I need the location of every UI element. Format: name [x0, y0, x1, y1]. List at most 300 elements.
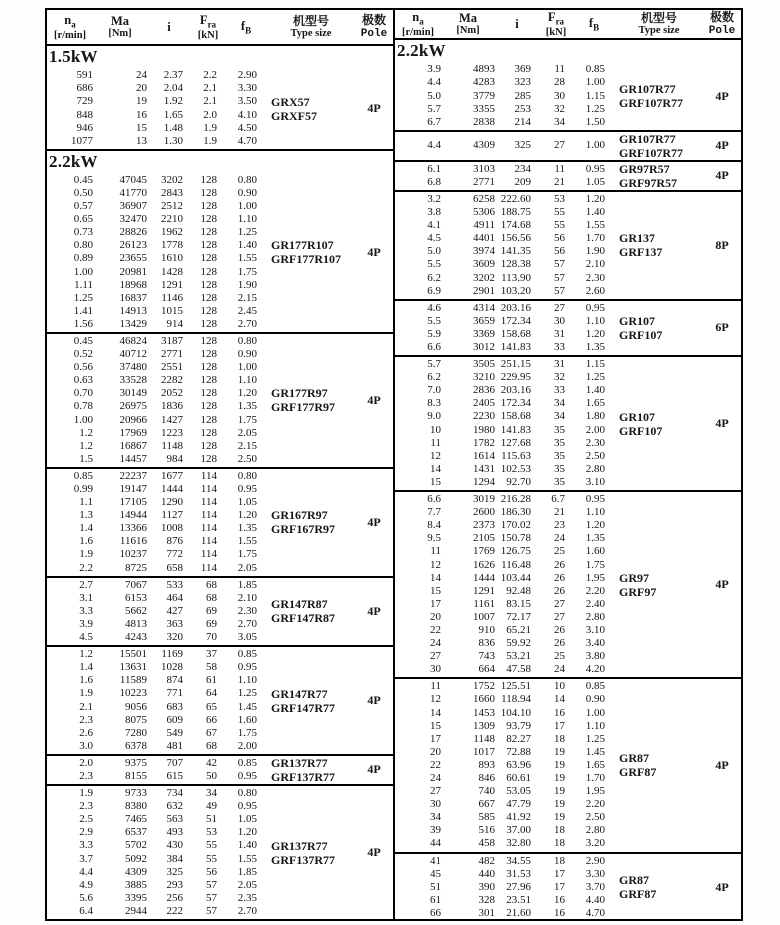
cell-i: 21.60 [506, 906, 531, 919]
cell-na: 1.2 [79, 426, 93, 439]
cell-i: 83.15 [506, 597, 531, 610]
data-row [47, 200, 267, 213]
cell-fra: 128 [200, 334, 217, 347]
cell-fb: 1.95 [585, 785, 605, 798]
cell-na: 4.4 [427, 139, 441, 152]
cell-i: 876 [166, 535, 183, 548]
cell-ma: 667 [478, 798, 495, 811]
block-rows [395, 357, 615, 490]
data-row [395, 371, 615, 384]
cell-fra: 24 [554, 532, 565, 545]
cell-ma: 47045 [119, 173, 147, 186]
cell-na: 17 [430, 597, 441, 610]
cell-ma: 3395 [125, 891, 147, 904]
cell-i: 325 [514, 139, 531, 152]
cell-fra: 56 [554, 232, 565, 245]
cell-fra: 53 [206, 826, 217, 839]
cell-i: 188.75 [500, 206, 531, 219]
cell-ma: 3103 [473, 162, 495, 175]
cell-i: 141.83 [500, 423, 531, 436]
cell-fb: 0.90 [237, 186, 257, 199]
cell-ma: 16867 [119, 439, 147, 452]
cell-i: 1428 [161, 265, 183, 278]
data-block [395, 62, 741, 129]
cell-fra: 2.1 [203, 82, 217, 95]
pole-label: 4P [715, 88, 729, 103]
cell-na: 0.63 [73, 374, 93, 387]
cell-na: 0.70 [73, 387, 93, 400]
cell-ma: 2944 [125, 904, 147, 917]
cell-fb: 2.50 [585, 811, 605, 824]
cell-i: 47.79 [506, 798, 531, 811]
data-row [47, 579, 267, 592]
cell-na: 44 [430, 837, 441, 850]
cell-i: 2512 [161, 200, 183, 213]
cell-i: 2843 [161, 186, 183, 199]
section-1.5kW [47, 46, 393, 149]
cell-ma: 3609 [473, 258, 495, 271]
cell-ma: 1431 [473, 462, 495, 475]
cell-na: 20 [430, 745, 441, 758]
cell-fra: 32 [554, 371, 565, 384]
cell-ma: 18968 [119, 278, 147, 291]
data-row [47, 787, 267, 800]
data-block [47, 467, 393, 576]
cell-fb: 1.10 [585, 506, 605, 519]
type-size-line: GR107 [619, 313, 655, 328]
cell-i: 293 [166, 878, 183, 891]
cell-i: 1028 [161, 661, 183, 674]
cell-fb: 1.10 [237, 374, 257, 387]
cell-ma: 17969 [119, 426, 147, 439]
cell-fra: 128 [200, 400, 217, 413]
cell-ma: 2230 [473, 410, 495, 423]
data-row [395, 219, 615, 232]
cell-fb: 1.15 [585, 358, 605, 371]
data-block [395, 490, 741, 677]
cell-i: 734 [166, 787, 183, 800]
header-unit: [r/min] [401, 26, 435, 38]
cell-fb: 1.85 [237, 578, 257, 591]
data-row [47, 109, 267, 122]
cell-fra: 49 [206, 800, 217, 813]
cell-i: 384 [166, 852, 183, 865]
data-block [47, 784, 393, 919]
cell-i: 23.51 [506, 893, 531, 906]
cell-i: 92.70 [506, 475, 531, 488]
cell-ma: 5662 [125, 604, 147, 617]
cell-i: 615 [166, 769, 183, 782]
cell-fra: 55 [206, 852, 217, 865]
cell-na: 34 [430, 811, 441, 824]
data-row [395, 315, 615, 328]
cell-fra: 35 [554, 423, 565, 436]
cell-na: 7.0 [427, 384, 441, 397]
header-main: $n_a$ [412, 10, 424, 27]
cell-fb: 1.70 [585, 772, 605, 785]
type-size-line: GR87 [619, 873, 649, 888]
data-row [47, 648, 267, 661]
cell-fb: 0.90 [585, 693, 605, 706]
cell-i: 1.65 [163, 108, 183, 121]
cell-fb: 1.35 [585, 341, 605, 354]
cell-fb: 2.80 [585, 610, 605, 623]
cell-ma: 32470 [119, 213, 147, 226]
pole-label: 4P [715, 416, 729, 431]
cell-na: 0.45 [73, 173, 93, 186]
cell-fra: 33 [554, 341, 565, 354]
type-size-line: GRF137R77 [271, 852, 335, 867]
cell-na: 1.9 [79, 787, 93, 800]
cell-fra: 128 [200, 173, 217, 186]
block-rows [395, 301, 615, 355]
cell-fb: 0.95 [237, 800, 257, 813]
data-row [47, 470, 267, 483]
cell-fb: 2.00 [237, 739, 257, 752]
cell-ma: 1444 [473, 571, 495, 584]
cell-na: 6.4 [79, 904, 93, 917]
cell-ma: 1660 [473, 693, 495, 706]
cell-i: 251.15 [500, 358, 531, 371]
cell-na: 4.5 [427, 232, 441, 245]
cell-fra: 128 [200, 291, 217, 304]
cell-ma: 3779 [473, 89, 495, 102]
cell-ma: 2771 [473, 175, 495, 188]
data-row [47, 453, 267, 466]
data-row [395, 545, 615, 558]
cell-fra: 128 [200, 413, 217, 426]
cell-i: 234 [514, 162, 531, 175]
cell-na: 1.1 [79, 496, 93, 509]
cell-fb: 3.20 [585, 837, 605, 850]
cell-ma: 4309 [125, 865, 147, 878]
data-row [47, 714, 267, 727]
data-row [47, 535, 267, 548]
block-rows [395, 854, 615, 919]
cell-i: 707 [166, 756, 183, 769]
type-size-line: GRF147R77 [271, 700, 335, 715]
cell-na: 0.99 [73, 483, 93, 495]
cell-ma: 14457 [119, 452, 147, 465]
data-block [395, 852, 741, 919]
cell-fb: 1.95 [585, 571, 605, 584]
cell-na: 1077 [71, 134, 93, 147]
data-row [47, 687, 267, 700]
cell-fra: 34 [554, 397, 565, 410]
data-row [47, 82, 267, 95]
type-size-line: GR137 [619, 231, 655, 246]
cell-ma: 3369 [473, 327, 495, 340]
type-size-line: GR97R57 [619, 161, 670, 176]
cell-i: 430 [166, 839, 183, 852]
cell-fra: 70 [206, 631, 217, 644]
data-block [395, 355, 741, 490]
cell-ma: 6378 [125, 739, 147, 752]
cell-ma: 26975 [119, 400, 147, 413]
cell-fra: 2.2 [203, 69, 217, 82]
data-row [395, 855, 615, 868]
cell-na: 9.0 [427, 410, 441, 423]
pole-label: 4P [367, 101, 381, 116]
table-frame [45, 8, 743, 921]
cell-fb: 1.75 [237, 726, 257, 739]
data-row [395, 693, 615, 706]
type-size-label [615, 132, 703, 160]
cell-na: 61 [430, 893, 441, 906]
cell-fra: 18 [554, 837, 565, 850]
cell-ma: 46824 [119, 334, 147, 347]
cell-fb: 1.00 [585, 706, 605, 719]
cell-i: 41.92 [506, 811, 531, 824]
cell-fb: 4.40 [585, 893, 605, 906]
data-row [395, 759, 615, 772]
data-row [395, 837, 615, 850]
cell-fb: 2.20 [585, 584, 605, 597]
data-row [395, 302, 615, 315]
cell-i: 320 [166, 631, 183, 644]
header-cell-na [47, 13, 93, 41]
cell-fb: 3.40 [585, 637, 605, 650]
cell-na: 14 [430, 706, 441, 719]
cell-fb: 1.80 [585, 410, 605, 423]
data-row [47, 279, 267, 292]
cell-ma: 20966 [119, 413, 147, 426]
cell-fb: 2.10 [585, 258, 605, 271]
type-size-line: GRF97 [619, 584, 657, 599]
cell-fb: 3.30 [237, 82, 257, 95]
cell-fb: 0.85 [237, 648, 257, 661]
cell-fra: 14 [554, 693, 565, 706]
cell-ma: 1294 [473, 475, 495, 488]
cell-na: 2.1 [79, 700, 93, 713]
cell-na: 27 [430, 785, 441, 798]
cell-ma: 40712 [119, 348, 147, 361]
cell-na: 1.25 [73, 291, 93, 304]
cell-fb: 1.35 [585, 532, 605, 545]
header-unit: [kN] [197, 29, 219, 41]
cell-fra: 35 [554, 462, 565, 475]
cell-i: 2771 [161, 348, 183, 361]
type-size-label [615, 679, 703, 851]
data-row [47, 400, 267, 413]
cell-na: 1.9 [79, 548, 93, 561]
data-row [47, 361, 267, 374]
cell-na: 3.1 [79, 591, 93, 604]
cell-fra: 114 [200, 496, 217, 509]
cell-fb: 1.00 [237, 200, 257, 213]
data-row [395, 824, 615, 837]
cell-fra: 33 [554, 384, 565, 397]
cell-ma: 3885 [125, 878, 147, 891]
cell-na: 1.4 [79, 522, 93, 535]
type-size-line: GRX57 [271, 94, 310, 109]
block-rows [395, 162, 615, 190]
cell-na: 1.2 [79, 439, 93, 452]
data-row [395, 881, 615, 894]
cell-fra: 34 [554, 115, 565, 128]
cell-ma: 1614 [473, 449, 495, 462]
cell-i: 772 [166, 548, 183, 561]
cell-fra: 56 [206, 865, 217, 878]
cell-fra: 57 [554, 258, 565, 271]
cell-ma: 3019 [473, 493, 495, 506]
header-unit: [Nm] [108, 28, 132, 40]
cell-na: 2.0 [79, 756, 93, 769]
cell-i: 1427 [161, 413, 183, 426]
data-row [395, 76, 615, 89]
cell-na: 0.56 [73, 361, 93, 374]
table-header [47, 10, 393, 46]
cell-i: 1008 [161, 522, 183, 535]
cell-na: 66 [430, 906, 441, 919]
cell-fb: 2.15 [237, 439, 257, 452]
cell-fb: 1.40 [585, 384, 605, 397]
cell-ma: 20 [136, 82, 147, 95]
cell-na: 0.80 [73, 239, 93, 252]
cell-na: 6.6 [427, 341, 441, 354]
cell-fb: 2.60 [585, 284, 605, 297]
cell-ma: 1453 [473, 706, 495, 719]
cell-ma: 6258 [473, 192, 495, 205]
column-group-left [47, 10, 395, 919]
cell-ma: 13366 [119, 522, 147, 535]
table-header [395, 10, 741, 40]
cell-fra: 53 [554, 192, 565, 205]
cell-na: 5.5 [427, 258, 441, 271]
cell-ma: 743 [478, 650, 495, 663]
cell-fb: 1.90 [237, 278, 257, 291]
cell-i: 141.83 [500, 341, 531, 354]
cell-ma: 10237 [119, 548, 147, 561]
data-row [395, 585, 615, 598]
type-size-line: GRF147R87 [271, 611, 335, 626]
cell-na: 6.7 [427, 115, 441, 128]
data-row [47, 239, 267, 252]
data-row [47, 631, 267, 644]
cell-ma: 1148 [473, 732, 495, 745]
type-size-label [267, 647, 355, 754]
header-main: 极数 [709, 10, 734, 25]
cell-fra: 50 [206, 769, 217, 782]
cell-fra: 21 [554, 506, 565, 519]
type-size-label [267, 173, 355, 332]
cell-i: 1444 [161, 483, 183, 495]
cell-na: 2.3 [79, 713, 93, 726]
pole-label: 4P [367, 693, 381, 707]
cell-fra: 68 [206, 739, 217, 752]
data-block [47, 68, 393, 149]
cell-na: 27 [430, 650, 441, 663]
data-row [395, 663, 615, 676]
data-row [395, 680, 615, 693]
cell-ma: 26123 [119, 239, 147, 252]
cell-fra: 19 [554, 772, 565, 785]
cell-fb: 1.05 [237, 496, 257, 509]
cell-fra: 19 [554, 745, 565, 758]
cell-fra: 57 [554, 271, 565, 284]
cell-fb: 1.20 [237, 826, 257, 839]
type-size-line: GR87 [619, 751, 649, 766]
data-row [395, 493, 615, 506]
cell-fra: 128 [200, 304, 217, 317]
cell-fb: 0.85 [585, 680, 605, 693]
cell-ma: 9375 [125, 756, 147, 769]
cell-ma: 41770 [119, 186, 147, 199]
cell-fra: 11 [554, 162, 565, 175]
cell-fb: 1.20 [237, 387, 257, 400]
cell-na: 45 [430, 867, 441, 880]
cell-i: 214 [514, 115, 531, 128]
cell-na: 1.41 [73, 304, 93, 317]
cell-ma: 2105 [473, 532, 495, 545]
data-row [395, 232, 615, 245]
cell-ma: 328 [478, 893, 495, 906]
cell-fb: 1.20 [585, 327, 605, 340]
data-row [47, 95, 267, 108]
cell-ma: 14913 [119, 304, 147, 317]
cell-na: 5.6 [79, 891, 93, 904]
cell-fra: 16 [554, 893, 565, 906]
cell-i: 533 [166, 578, 183, 591]
data-row [395, 384, 615, 397]
cell-fb: 0.85 [237, 756, 257, 769]
cell-ma: 4283 [473, 76, 495, 89]
cell-i: 2052 [161, 387, 183, 400]
cell-i: 158.68 [500, 410, 531, 423]
type-size-line: GRXF57 [271, 108, 317, 123]
type-size-line: GRF107 [619, 327, 663, 342]
data-row [47, 618, 267, 631]
cell-na: 6.8 [427, 175, 441, 188]
cell-i: 1015 [161, 304, 183, 317]
cell-na: 4.6 [427, 301, 441, 314]
cell-fb: 4.70 [585, 906, 605, 919]
cell-fb: 1.55 [237, 252, 257, 265]
type-size-label [267, 578, 355, 645]
data-block [395, 299, 741, 355]
cell-fra: 26 [554, 558, 565, 571]
cell-i: 92.48 [506, 584, 531, 597]
pole-label: 4P [715, 577, 729, 592]
cell-na: 39 [430, 824, 441, 837]
cell-na: 4.9 [79, 878, 93, 891]
cell-na: 1.9 [79, 687, 93, 700]
data-row [395, 328, 615, 341]
cell-ma: 2600 [473, 506, 495, 519]
cell-ma: 33528 [119, 374, 147, 387]
cell-fra: 27 [554, 301, 565, 314]
cell-ma: 1161 [473, 597, 495, 610]
cell-ma: 1291 [473, 584, 495, 597]
cell-fb: 1.05 [237, 813, 257, 826]
cell-fra: 57 [206, 878, 217, 891]
data-row [395, 285, 615, 298]
data-row [47, 770, 267, 783]
cell-i: 141.35 [500, 245, 531, 258]
cell-fra: 19 [554, 811, 565, 824]
cell-fb: 2.30 [585, 271, 605, 284]
header-cell-pole [703, 11, 741, 37]
cell-i: 1610 [161, 252, 183, 265]
cell-ma: 9733 [125, 787, 147, 800]
cell-fra: 10 [554, 680, 565, 693]
cell-fra: 55 [554, 206, 565, 219]
type-size-label [615, 162, 703, 190]
cell-na: 2.7 [79, 578, 93, 591]
cell-i: 93.79 [506, 719, 531, 732]
data-row [395, 206, 615, 219]
cell-fb: 1.75 [237, 265, 257, 278]
